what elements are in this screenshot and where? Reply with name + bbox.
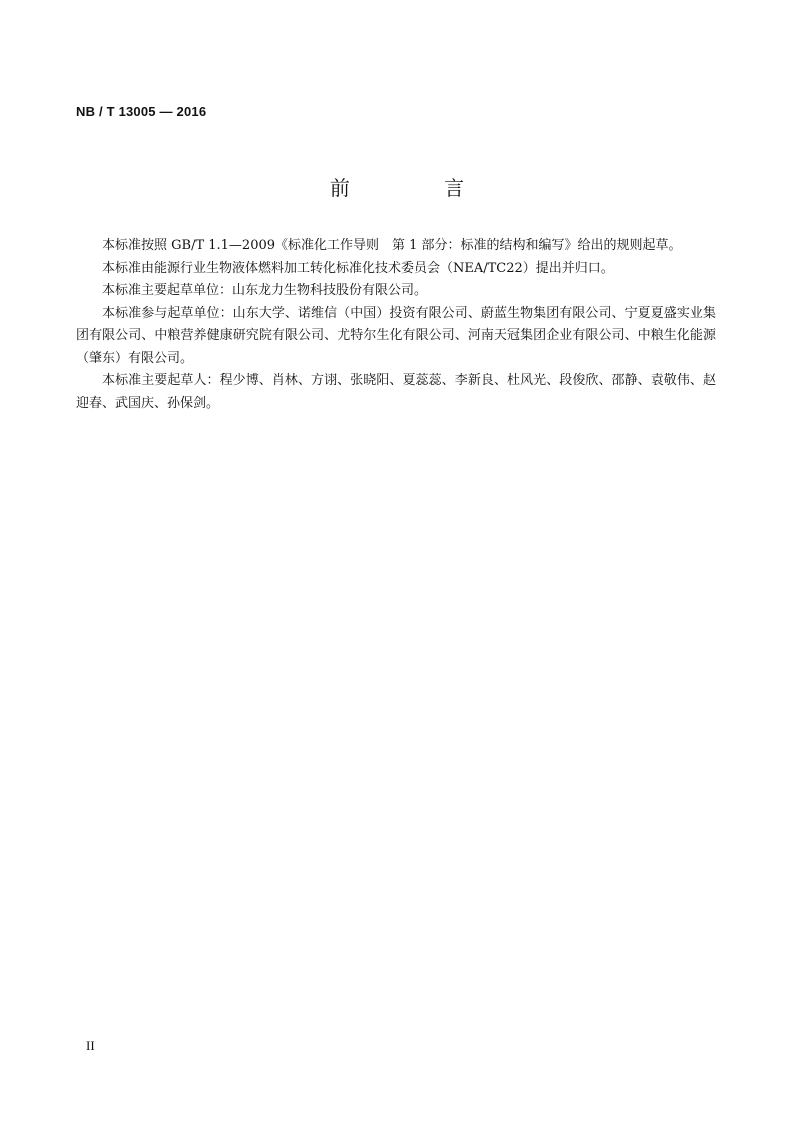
paragraph-drafting-rules: 本标准按照 GB/T 1.1—2009《标准化工作导则 第 1 部分：标准的结构和编写》给出的规则起草。 <box>102 238 682 253</box>
standard-code: NB / T 13005 — 2016 <box>76 104 207 119</box>
paragraph-main-drafter-unit: 本标准主要起草单位：山东龙力生物科技股份有限公司。 <box>102 283 428 298</box>
paragraph-proposer: 本标准由能源行业生物液体燃料加工转化标准化技术委员会（NEA/TC22）提出并归口。 <box>102 260 614 276</box>
page-title: 前 言 <box>329 176 509 200</box>
page-number: II <box>86 1038 95 1053</box>
paragraph-participating-units: 本标准参与起草单位：山东大学、诺维信（中国）投资有限公司、蔚蓝生物集团有限公司、宁夏夏盛实业集团有限公司、中粮营养健康研究院有限公司、尤特尔生化有限公司、河南天冠集团企业有限公司、中粮生化能源（肇东）有限公司。 <box>76 305 716 366</box>
paragraph-main-drafters: 本标准主要起草人：程少博、肖林、方诩、张晓阳、夏蕊蕊、李新良、杜风光、段俊欣、邵静、袁敬伟、赵迎春、武国庆、孙保剑。 <box>76 373 716 411</box>
foreword-body <box>76 235 716 415</box>
